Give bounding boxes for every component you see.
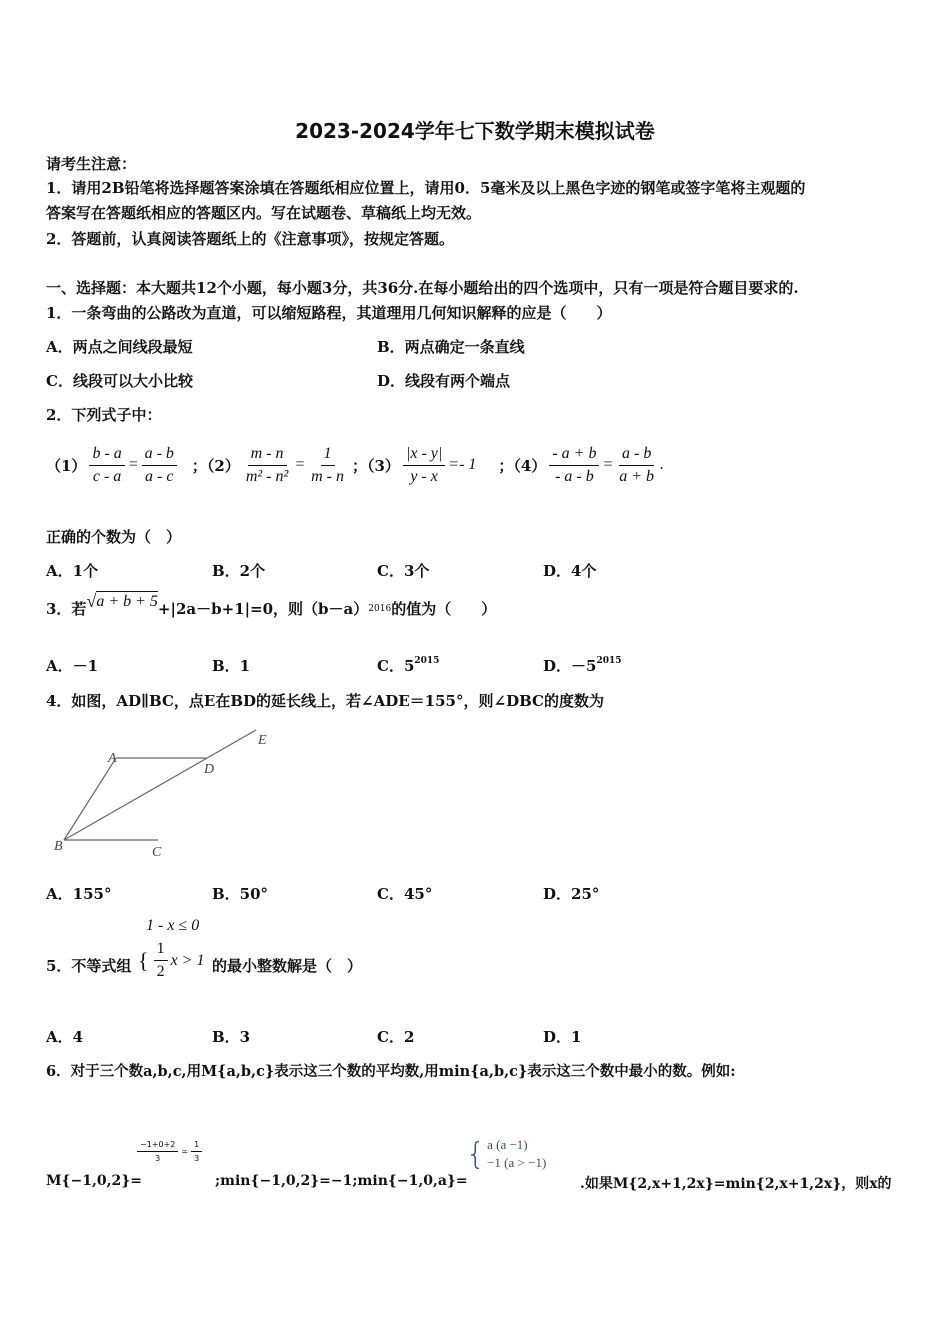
q2-fraction-1a: $\frac{b - a}{c - a}$	[89, 445, 124, 486]
label-d: D	[204, 762, 215, 777]
q2-fraction-4b: $\frac{a - b}{a + b}$	[619, 444, 655, 485]
q4-stem: 4．如图，AD∥BC，点E在BD的延长线上，若∠ADE＝155°，则∠DBC的度数为	[46, 692, 604, 710]
q6-m3: .如果M{2,x+1,2x}=min{2,x+1,2x}，则x的	[580, 1176, 892, 1192]
q2-fraction-4a: $\frac{- a + b}{- a - b}$	[549, 445, 599, 486]
q5-option-c[interactable]: C．2	[377, 1028, 415, 1046]
q5-system-bottom: { $\frac{1}{2}$ x > 1	[138, 940, 205, 980]
notice-line-2: 2．答题前，认真阅读答题纸上的《注意事项》，按规定答题。	[46, 230, 454, 248]
label-c: C	[152, 845, 162, 860]
page-title: 2023-2024学年七下数学期末模拟试卷	[295, 119, 655, 143]
q5-system-top: 1 - x ≤ 0	[146, 917, 200, 934]
line-ab	[64, 758, 116, 840]
q3-radical: √ a + b + 5	[86, 591, 158, 611]
q3-stem: 3．若 √ a + b + 5 +|2a－b+1|=0，则（b－a） 2016 的值为（ ）	[46, 591, 497, 618]
q2-label-4: ；（4）	[498, 456, 547, 475]
q3-option-b[interactable]: B．1	[212, 657, 251, 675]
q1-option-a[interactable]: A．两点之间线段最短	[46, 338, 193, 356]
case-1: a (a −1)	[487, 1137, 528, 1152]
q2-label-3: ；（3）	[352, 456, 400, 475]
q6-m2: ;min{−1,0,2}=−1;min{−1,0,a}=	[215, 1173, 468, 1189]
q2-follow: 正确的个数为（ ）	[46, 528, 182, 546]
q4-option-c[interactable]: C．45°	[377, 885, 433, 903]
q4-figure	[46, 725, 286, 865]
q3-option-a[interactable]: A．－1	[46, 657, 99, 675]
q4-option-a[interactable]: A．155°	[46, 885, 112, 903]
q2-option-a[interactable]: A．1个	[46, 562, 99, 580]
section-heading: 一、选择题：本大题共12个小题，每小题3分，共36分.在每小题给出的四个选项中，只有一项是符合题目要求的.	[46, 279, 799, 297]
q1-stem: 1．一条弯曲的公路改为直道，可以缩短路程，其道理用几何知识解释的应是（ ）	[46, 304, 612, 322]
q2-option-d[interactable]: D．4个	[543, 562, 597, 580]
q5-stem-pre: 5．不等式组	[46, 957, 132, 975]
q6-example-fraction: $\frac{-1+0+2}{3}$ = $\frac{1}{3}$	[134, 1140, 205, 1163]
q5-option-a[interactable]: A．4	[46, 1028, 84, 1046]
q3-option-d[interactable]: D．$-5^{2015}$	[543, 656, 622, 675]
label-e: E	[258, 733, 267, 748]
q6-piecewise: { a (a −1) −1 (a > −1)	[466, 1136, 547, 1172]
q2-fraction-2b: $\frac{1}{m - n}$	[311, 444, 344, 485]
q2-option-b[interactable]: B．2个	[212, 562, 266, 580]
line-be	[64, 730, 256, 840]
q4-option-d[interactable]: D．25°	[543, 885, 600, 903]
label-b: B	[54, 839, 63, 854]
notice-line-1: 1．请用2B铅笔将选择题答案涂填在答题纸相应位置上，请用0．5毫米及以上黑色字迹的钢笔或签字笔将主观题的	[46, 179, 806, 197]
q2-option-c[interactable]: C．3个	[377, 562, 430, 580]
q5-option-b[interactable]: B．3	[212, 1028, 251, 1046]
q1-option-b[interactable]: B．两点确定一条直线	[377, 338, 525, 356]
q1-option-d[interactable]: D．线段有两个端点	[377, 372, 511, 390]
q2-fraction-1b: $\frac{a - b}{a - c}$	[142, 445, 177, 486]
q5-option-d[interactable]: D．1	[543, 1028, 582, 1046]
notice-heading: 请考生注意：	[46, 155, 137, 173]
q1-option-c[interactable]: C．线段可以大小比较	[46, 372, 193, 390]
q6-stem: 6．对于三个数a,b,c,用M{a,b,c}表示这三个数的平均数,用min{a,b,c}表示这三个数中最小的数。例如:	[46, 1063, 736, 1080]
q6-m1: M{−1,0,2}=	[46, 1173, 142, 1189]
q5-stem-post: 的最小整数解是（ ）	[212, 957, 363, 975]
q4-option-b[interactable]: B．50°	[212, 885, 269, 903]
q2-fraction-2a: $\frac{m - n}{\text{m² - n²}}$	[245, 444, 289, 485]
notice-line-1b: 答案写在答题纸相应的答题区内。写在试题卷、草稿纸上均无效。	[46, 204, 482, 222]
q2-label-2: ；（2）	[191, 456, 240, 475]
q2-expressions: （1） $\frac{b - a}{c - a}$ = $\frac{a - b}{a - c}$ ；（2） $\frac{m - n}{\text{m² - n²}}$ = $\frac{1}{m - n}$ ；（3） $\frac{|x - y|}{y - x}$ =- 1 ；（4） $\frac{- a + b}{- a - b}$ = $\frac{a - b}{a + b}$ .	[46, 444, 665, 485]
label-a: A	[108, 751, 117, 766]
q2-result-3: =- 1	[448, 456, 477, 473]
q2-fraction-3: $\frac{|x - y|}{y - x}$	[403, 445, 445, 486]
case-2: −1 (a > −1)	[487, 1155, 547, 1170]
q2-label-1: （1）	[46, 456, 87, 475]
q3-option-c[interactable]: C．$5^{2015}$	[377, 656, 440, 675]
q2-stem: 2．下列式子中：	[46, 406, 162, 424]
